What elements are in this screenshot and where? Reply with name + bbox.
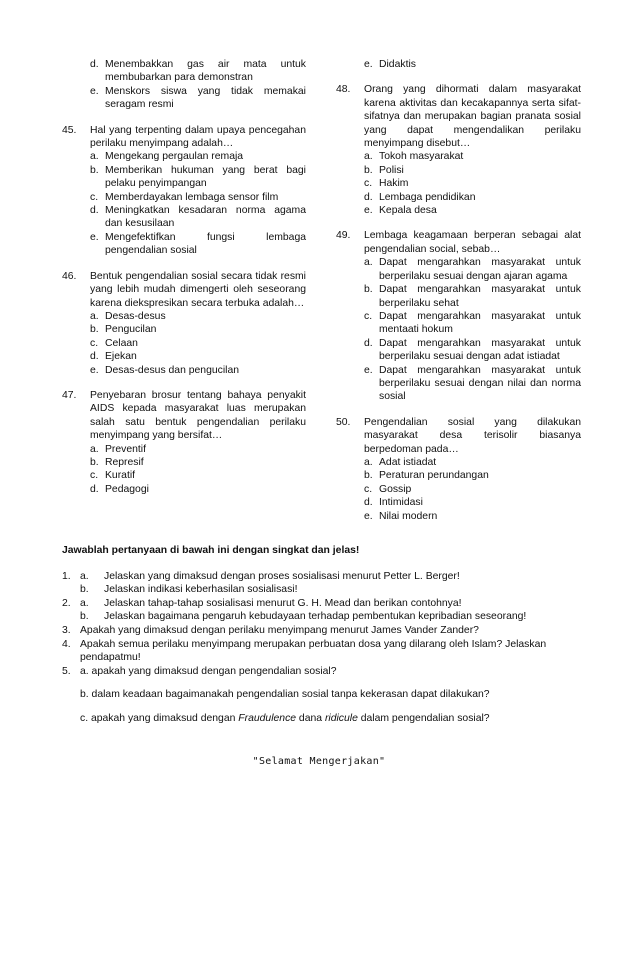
option-letter: e.	[90, 85, 99, 97]
option-text: Intimidasi	[379, 497, 423, 509]
essay-question-5c: c. apakah yang dimaksud dengan Fraudulence dana ridicule dalam pengendalian sosial?	[80, 712, 490, 724]
essay-question-5a: 5. a. apakah yang dimaksud dengan pengendalian sosial?	[62, 665, 337, 677]
question-number: 49.	[336, 230, 351, 242]
option-text: Tokoh masyarakat	[379, 151, 464, 163]
option-text: Memberdayakan lembaga sensor film	[105, 191, 279, 203]
option-letter: b.	[364, 470, 373, 482]
option-letter: a.	[364, 151, 373, 163]
option-letter: a.	[364, 456, 373, 468]
answer-option	[336, 58, 581, 71]
question-number: 47.	[62, 389, 77, 401]
essay-question-5b: b. dalam keadaan bagaimanakah pengendalian sosial tanpa kekerasan dapat dilakukan?	[80, 689, 490, 701]
continued-options	[336, 58, 581, 71]
answer-option	[364, 483, 581, 496]
answer-option	[62, 85, 306, 112]
option-letter: b.	[364, 284, 373, 296]
option-text: Hakim	[379, 178, 409, 190]
answer-option	[364, 496, 581, 509]
question-text: Penyebaran brosur tentang bahaya penyakit AIDS kepada masyarakat luas merupakan salah satu bentuk pengendalian perilaku menyimpang yang bersifat…	[90, 389, 306, 442]
option-text: Pedagogi	[105, 483, 149, 495]
question-text: Pengendalian sosial yang dilakukan masyarakat desa terisolir biasanya berpedoman pada…	[364, 416, 581, 455]
question-text: Hal yang terpenting dalam upaya pencegahan perilaku menyimpang adalah…	[90, 124, 306, 150]
right-column	[336, 58, 581, 535]
essay-question-2a: 2. a. Jelaskan tahap-tahap sosialisasi menurut G. H. Mead dan berikan contohnya!	[62, 597, 462, 609]
option-text: Meningkatkan kesadaran norma agama dan kesusilaan	[105, 205, 306, 230]
option-letter: d.	[90, 351, 99, 363]
option-text: Kepala desa	[379, 205, 437, 217]
option-letter: a.	[90, 151, 99, 163]
answer-option	[364, 204, 581, 217]
option-text: Dapat mengarahkan masyarakat untuk berperilaku sesuai dengan nilai dan norma sosial	[379, 364, 581, 403]
option-letter: c.	[364, 483, 373, 495]
question-50	[336, 416, 581, 523]
answer-option	[90, 310, 306, 323]
essay-section	[62, 544, 582, 726]
option-text: Celaan	[105, 337, 138, 349]
option-letter: e.	[364, 510, 373, 522]
essay-question-4: 4. Apakah semua perilaku menyimpang merupakan perbuatan dosa yang dilarang oleh Islam? Jelaskan pendapatmu!	[62, 638, 547, 664]
answer-option	[364, 456, 581, 469]
option-letter: d.	[364, 497, 373, 509]
answer-option	[90, 364, 306, 377]
option-text: Represif	[105, 456, 144, 468]
option-letter: b.	[90, 164, 99, 176]
question-49	[336, 229, 581, 403]
option-text: Kuratif	[105, 470, 136, 482]
answer-option	[90, 456, 306, 469]
option-text: Dapat mengarahkan masyarakat untuk mentaati hokum	[379, 310, 581, 336]
answer-option	[90, 483, 306, 496]
answer-option	[90, 204, 306, 231]
option-letter: a.	[90, 310, 99, 322]
answer-option	[90, 191, 306, 204]
question-48	[336, 83, 581, 217]
option-letter: d.	[364, 191, 373, 203]
option-letter: e.	[364, 364, 373, 376]
option-letter: e.	[364, 59, 373, 70]
option-text: Dapat mengarahkan masyarakat untuk berperilaku sesuai dengan adat istiadat	[379, 337, 581, 363]
option-letter: d.	[90, 205, 99, 217]
option-letter: d.	[364, 337, 373, 349]
option-text: Desas-desus dan pengucilan	[105, 364, 240, 376]
option-letter: c.	[90, 191, 99, 203]
answer-option	[90, 231, 306, 258]
essay-question-1a: 1. a. Jelaskan yang dimaksud dengan proses sosialisasi menurut Petter L. Berger!	[62, 570, 460, 582]
option-text: Preventif	[105, 443, 147, 455]
option-letter: d.	[90, 483, 99, 495]
option-letter: a.	[364, 257, 373, 269]
option-text: Adat istiadat	[379, 456, 437, 468]
answer-option	[90, 350, 306, 363]
answer-option	[364, 510, 581, 523]
answer-option	[62, 58, 306, 85]
option-letter: b.	[90, 324, 99, 336]
option-letter: d.	[90, 59, 99, 70]
essay-title: Jawablah pertanyaan di bawah ini dengan singkat dan jelas!	[62, 545, 360, 556]
option-text: Nilai modern	[379, 510, 438, 522]
question-number: 50.	[336, 416, 351, 428]
question-number: 48.	[336, 84, 351, 96]
answer-option	[364, 256, 581, 283]
essay-question-2b: b. Jelaskan bagaimana pengaruh kebudayaan terhadap pembentukan kepribadian seseorang!	[80, 611, 527, 623]
answer-option	[90, 323, 306, 336]
answer-option	[90, 150, 306, 163]
option-text: Didaktis	[379, 59, 416, 70]
option-text: Menembakkan gas air mata untuk membubarkan para demonstran	[105, 59, 306, 84]
answer-option	[90, 469, 306, 482]
answer-option	[90, 443, 306, 456]
answer-option	[90, 164, 306, 191]
option-letter: c.	[90, 337, 99, 349]
option-text: Mengefektifkan fungsi lembaga pengendalian sosial	[105, 231, 306, 257]
option-text: Dapat mengarahkan masyarakat untuk berperilaku sehat	[379, 284, 581, 309]
option-text: Menskors siswa yang tidak memakai seragam resmi	[105, 85, 306, 111]
question-number: 45.	[62, 124, 77, 136]
option-letter: a.	[90, 443, 99, 455]
option-letter: b.	[90, 456, 99, 468]
left-column	[62, 58, 306, 508]
answer-option	[364, 283, 581, 310]
essay-question-1b: b. Jelaskan indikasi keberhasilan sosialisasi!	[80, 584, 298, 596]
question-46	[62, 270, 306, 377]
option-text: Ejekan	[105, 351, 137, 363]
option-letter: e.	[90, 364, 99, 376]
option-letter: c.	[90, 470, 99, 482]
option-text: Gossip	[379, 483, 412, 495]
option-text: Mengekang pergaulan remaja	[105, 151, 244, 163]
answer-option	[364, 150, 581, 163]
answer-option	[364, 469, 581, 482]
answer-option	[364, 177, 581, 190]
option-letter: e.	[364, 205, 373, 217]
question-text: Orang yang dihormati dalam masyarakat karena aktivitas dan kecakapannya serta sifat-sifatnya dan merupakan bagian pranata sosial yang dapat mengendalikan perilaku menyimpang disebut…	[364, 84, 581, 150]
option-letter: e.	[90, 231, 99, 243]
answer-option	[364, 164, 581, 177]
option-text: Desas-desus	[105, 310, 166, 322]
question-text: Bentuk pengendalian sosial secara tidak resmi yang lebih mudah dimengerti oleh seseorang karena diekspresikan secara terbuka adalah…	[90, 270, 306, 309]
question-45	[62, 124, 306, 258]
option-text: Peraturan perundangan	[379, 470, 489, 482]
option-text: Memberikan hukuman yang berat bagi pelaku penyimpangan	[105, 164, 306, 190]
question-text: Lembaga keagamaan berperan sebagai alat pengendalian social, sebab…	[364, 230, 581, 255]
option-letter: b.	[364, 164, 373, 176]
option-letter: c.	[364, 178, 373, 190]
question-47	[62, 389, 306, 496]
question-number: 46.	[62, 270, 77, 282]
answer-option	[364, 191, 581, 204]
answer-option	[90, 337, 306, 350]
essay-question-3: 3. Apakah yang dimaksud dengan perilaku menyimpang menurut James Vander Zander?	[62, 624, 479, 636]
option-letter: c.	[364, 310, 373, 322]
answer-option	[364, 364, 581, 404]
closing-message: "Selamat Mengerjakan"	[252, 756, 386, 767]
answer-option	[364, 310, 581, 337]
answer-option	[364, 337, 581, 364]
option-text: Lembaga pendidikan	[379, 191, 476, 203]
option-text: Pengucilan	[105, 324, 157, 336]
option-text: Polisi	[379, 164, 404, 176]
option-text: Dapat mengarahkan masyarakat untuk berperilaku sesuai dengan ajaran agama	[379, 257, 581, 282]
continued-options	[62, 58, 306, 112]
